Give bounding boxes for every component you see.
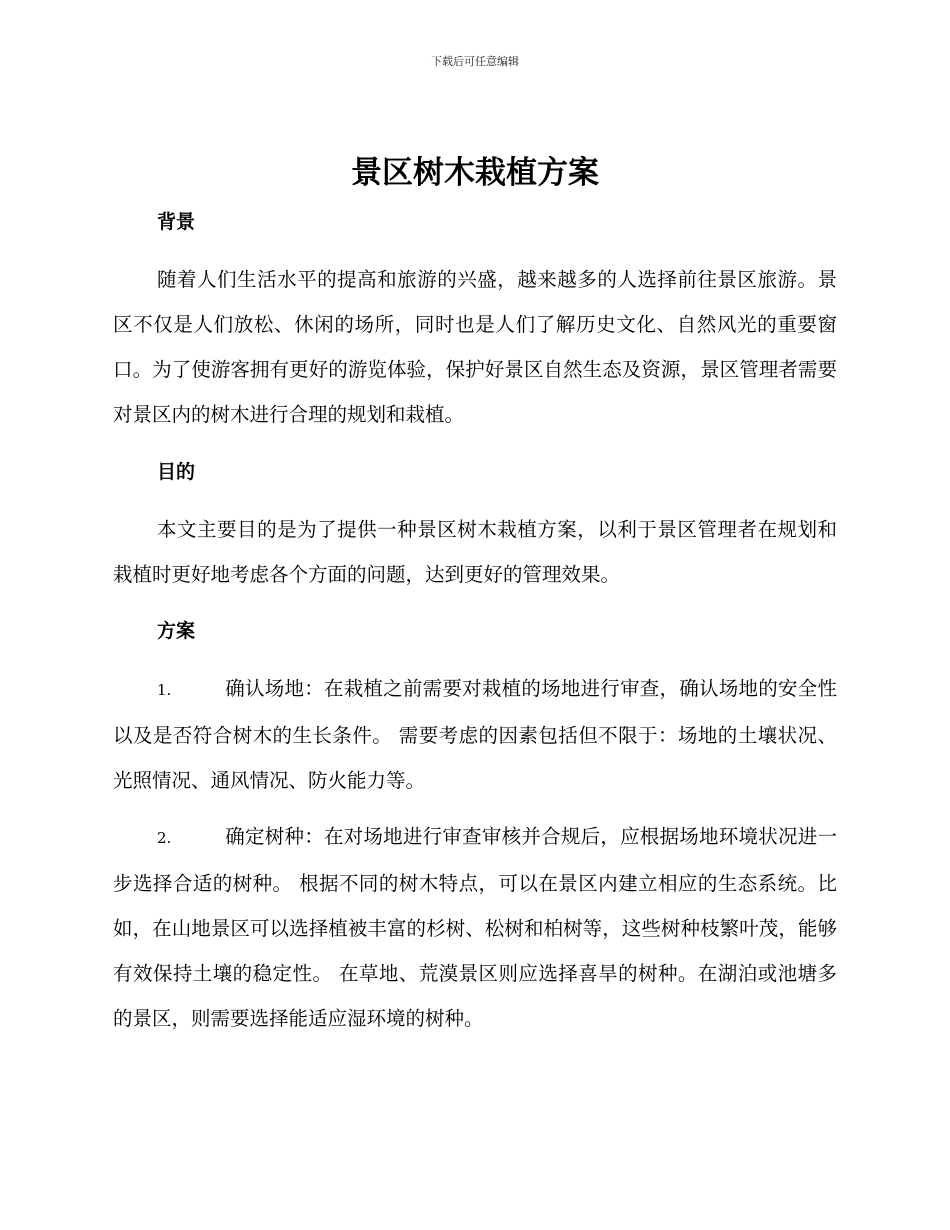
- plan-item-text: 确定树种：在对场地进行审查审核并合规后，应根据场地环境状况进一步选择合适的树种。 根据不同的树木特点，可以在景区内建立相应的生态系统。比如，在山地景区可以选择植被丰富的杉树、松树和柏树等，这些树种枝繁叶茂，能够有效保持土壤的稳定性。 在草地、荒漠景区则应选择喜旱的树种。在湖泊或池塘多的景区，则需要选择能适应湿环境的树种。: [113, 825, 837, 1030]
- heading-plan: 方案: [157, 620, 196, 642]
- paragraph-background: 随着人们生活水平的提高和旅游的兴盛，越来越多的人选择前往景区旅游。景区不仅是人们放松、休闲的场所，同时也是人们了解历史文化、自然风光的重要窗口。为了使游客拥有更好的游览体验，保护好景区自然生态及资源，景区管理者需要对景区内的树木进行合理的规划和栽植。: [113, 268, 837, 426]
- plan-item-number: 2.: [157, 829, 172, 847]
- heading-purpose: 目的: [157, 461, 196, 483]
- plan-item-number: 1.: [157, 681, 172, 699]
- document-title: 景区树木栽植方案: [351, 155, 599, 191]
- heading-background: 背景: [157, 211, 196, 233]
- paragraph-purpose: 本文主要目的是为了提供一种景区树木栽植方案，以利于景区管理者在规划和栽植时更好地考虑各个方面的问题，达到更好的管理效果。: [113, 518, 837, 586]
- header-note: 下载后可任意编辑: [431, 55, 519, 68]
- plan-item-1: [113, 666, 837, 803]
- plan-item-2: [113, 814, 837, 1041]
- plan-item-text: 确认场地：在栽植之前需要对栽植的场地进行审查，确认场地的安全性以及是否符合树木的生长条件。 需要考虑的因素包括但不限于：场地的土壤状况、光照情况、通风情况、防火能力等。: [113, 677, 837, 792]
